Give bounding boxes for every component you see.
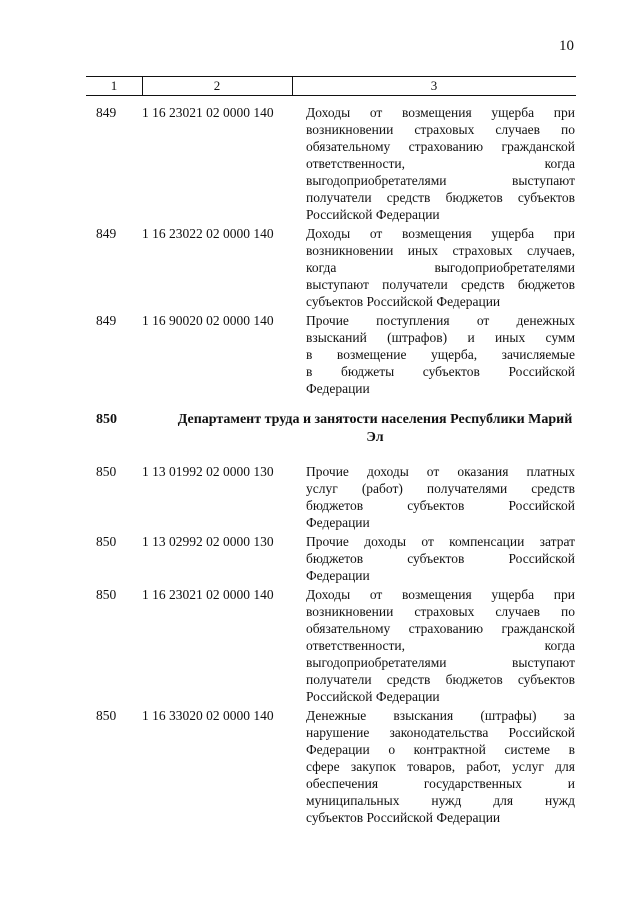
header-col-1: 1 (110, 78, 118, 93)
budget-classification-code: 1 16 90020 02 0000 140 (142, 313, 274, 328)
description-line: бюджетов субъектов Российской (306, 551, 575, 566)
budget-classification-code: 1 16 33020 02 0000 140 (142, 708, 274, 723)
description-line: обеспечения государственных и (306, 776, 575, 791)
header-col-3: 3 (430, 78, 438, 93)
section-title: Департамент труда и занятости населения Республики Марий Эл (177, 412, 573, 445)
description-line: выгодоприобретателями выступают (306, 173, 575, 188)
description-line: в бюджеты субъектов Российской (306, 364, 575, 379)
income-description (306, 104, 575, 223)
description-line: получатели средств бюджетов субъектов (306, 190, 575, 205)
description-line: в возмещение ущерба, зачисляемые (306, 347, 575, 362)
description-line: субъектов Российской Федерации (306, 294, 501, 309)
budget-classification-code: 1 16 23021 02 0000 140 (142, 587, 274, 602)
budget-classification-code: 1 13 02992 02 0000 130 (142, 534, 274, 549)
income-description (306, 586, 575, 705)
description-line: Доходы от возмещения ущерба при (306, 105, 575, 120)
table-row (0, 463, 636, 531)
admin-code: 850 (96, 587, 117, 602)
table-header (86, 76, 576, 96)
description-line: ответственности, когда (306, 638, 575, 653)
description-line: Федерации о контрактной системе в (306, 742, 575, 757)
description-line: Доходы от возмещения ущерба при (306, 226, 575, 241)
description-line: ответственности, когда (306, 156, 575, 171)
description-line: Прочие доходы от оказания платных (306, 464, 575, 479)
income-description (306, 463, 575, 531)
description-line: возникновении страховых случаев по (306, 604, 575, 619)
description-line: выгодоприобретателями выступают (306, 655, 575, 670)
table-row (0, 533, 636, 584)
admin-code: 850 (96, 464, 117, 479)
description-line: выступают получатели средств бюджетов (306, 277, 575, 292)
description-line: Федерации (306, 568, 370, 583)
income-description (306, 707, 575, 826)
description-line: обязательному страхованию гражданской (306, 139, 575, 154)
description-line: взысканий (штрафов) и иных сумм (306, 330, 575, 345)
table-body (0, 104, 636, 828)
rows-group-849 (0, 104, 636, 397)
income-description (306, 312, 575, 397)
description-line: получатели средств бюджетов субъектов (306, 672, 575, 687)
description-line: муниципальных нужд для нужд (306, 793, 575, 808)
admin-code: 849 (96, 313, 117, 328)
table-row (0, 707, 636, 826)
description-line: возникновении страховых случаев по (306, 122, 575, 137)
description-line: бюджетов субъектов Российской (306, 498, 575, 513)
description-line: Российской Федерации (306, 689, 440, 704)
table-row (0, 312, 636, 397)
table-row (0, 586, 636, 705)
table-row (0, 104, 636, 223)
description-line: Доходы от возмещения ущерба при (306, 587, 575, 602)
page-number: 10 (559, 38, 574, 54)
description-line: субъектов Российской Федерации (306, 810, 501, 825)
description-line: сфере закупок товаров, работ, услуг для (306, 759, 575, 774)
budget-classification-code: 1 16 23022 02 0000 140 (142, 226, 274, 241)
description-line: возникновении иных страховых случаев, (306, 243, 575, 258)
admin-code: 849 (96, 226, 117, 241)
description-line: Российской Федерации (306, 207, 440, 222)
budget-classification-code: 1 13 01992 02 0000 130 (142, 464, 274, 479)
admin-code: 849 (96, 105, 117, 120)
description-line: Федерации (306, 381, 370, 396)
admin-code: 850 (96, 534, 117, 549)
admin-code: 850 (96, 708, 117, 723)
description-line: нарушение законодательства Российской (306, 725, 575, 740)
description-line: Прочие доходы от компенсации затрат (306, 534, 575, 549)
description-line: услуг (работ) получателями средств (306, 481, 575, 496)
budget-classification-code: 1 16 23021 02 0000 140 (142, 105, 274, 120)
table-row (0, 225, 636, 310)
description-line: Прочие поступления от денежных (306, 313, 575, 328)
section-heading (0, 411, 636, 447)
description-line: обязательному страхованию гражданской (306, 621, 575, 636)
section-code: 850 (96, 412, 117, 427)
rows-group-850 (0, 463, 636, 826)
description-line: Федерации (306, 515, 370, 530)
income-description (306, 225, 575, 310)
income-description (306, 533, 575, 584)
description-line: Денежные взыскания (штрафы) за (306, 708, 575, 723)
header-col-2: 2 (213, 78, 221, 93)
description-line: когда выгодоприобретателями (306, 260, 575, 275)
